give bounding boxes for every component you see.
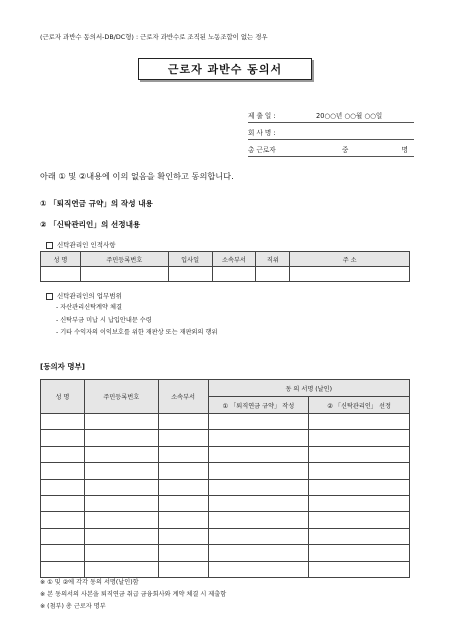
consent-header-row-1	[41, 380, 410, 397]
duty-item: - 자산관리신탁계약 체결	[56, 304, 122, 311]
consenter-rrn-cell[interactable]	[84, 528, 158, 544]
sign-trustee-cell[interactable]	[309, 528, 410, 544]
submit-date-value: 20○○년 ○○월 ○○일	[316, 112, 383, 120]
consenter-row	[41, 446, 410, 462]
consenter-name-cell[interactable]	[41, 495, 85, 511]
consenter-row	[41, 430, 410, 446]
consent-col-sign-trustee: ② 「신탁관리인」 선정	[309, 397, 410, 414]
trustee-rrn-cell[interactable]	[80, 267, 168, 282]
trustee-col-dept: 소속부서	[212, 252, 256, 267]
consenter-row	[41, 495, 410, 511]
item-trustee-selection: ② 「신탁관리인」의 선정내용	[40, 220, 141, 229]
footnotes	[40, 577, 226, 613]
sign-trustee-cell[interactable]	[309, 463, 410, 479]
trustee-col-position: 직위	[256, 252, 290, 267]
trustee-info-table	[40, 251, 410, 282]
sign-pension-rules-cell[interactable]	[208, 561, 309, 577]
consenter-row	[41, 545, 410, 561]
sign-pension-rules-cell[interactable]	[208, 479, 309, 495]
company-name-label: 회 사 명 :	[248, 129, 276, 137]
company-name-row	[248, 125, 414, 140]
total-workers-unit: 명	[401, 146, 408, 154]
document-title: 근로자 과반수 동의서	[138, 58, 312, 80]
sign-pension-rules-cell[interactable]	[208, 495, 309, 511]
footnote-item: ※ 본 동의서의 사본을 퇴직연금 취급 금융회사와 계약 체결 시 제출함	[40, 591, 227, 598]
sign-trustee-cell[interactable]	[309, 512, 410, 528]
total-workers-label: 총 근로자	[248, 146, 276, 154]
trustee-duties-heading	[46, 291, 122, 300]
trustee-header-row	[41, 252, 410, 267]
sign-trustee-cell[interactable]	[309, 479, 410, 495]
consent-col-sign-pension-rules: ① 「퇴직연금 규약」 작성	[208, 397, 309, 414]
duty-item: - 기타 수익자의 이익보호를 위한 재판상 또는 재판외의 행위	[56, 329, 218, 336]
sign-pension-rules-cell[interactable]	[208, 446, 309, 462]
consenter-dept-cell[interactable]	[158, 414, 208, 430]
consenter-name-cell[interactable]	[41, 528, 85, 544]
submit-date-row	[248, 108, 414, 123]
trustee-col-name: 성 명	[41, 252, 81, 267]
trustee-position-cell[interactable]	[256, 267, 290, 282]
footnote-item: ※ ① 및 ②에 각각 동의 서명(날인)함	[40, 579, 139, 586]
consenter-row	[41, 561, 410, 577]
sign-trustee-cell[interactable]	[309, 495, 410, 511]
item-pension-rules: ① 「퇴직연금 규약」의 작성 내용	[40, 199, 153, 208]
consent-col-rrn: 주민등록번호	[84, 380, 158, 414]
form-type-note: (근로자 과반수 동의서-DB/DC형) : 근로자 과반수로 조직된 노동조합이 없는 경우	[40, 33, 268, 41]
total-workers-row	[248, 142, 414, 157]
submission-info	[248, 108, 414, 159]
consenter-name-cell[interactable]	[41, 446, 85, 462]
sign-pension-rules-cell[interactable]	[208, 528, 309, 544]
sign-trustee-cell[interactable]	[309, 545, 410, 561]
consenter-name-cell[interactable]	[41, 545, 85, 561]
trustee-entry-row	[41, 267, 410, 282]
sign-trustee-cell[interactable]	[309, 561, 410, 577]
consent-col-signature-group: 동 의 서명 (날인)	[208, 380, 409, 397]
consenter-dept-cell[interactable]	[158, 561, 208, 577]
consenter-name-cell[interactable]	[41, 430, 85, 446]
consenter-rrn-cell[interactable]	[84, 561, 158, 577]
consenter-table	[40, 379, 410, 578]
sign-pension-rules-cell[interactable]	[208, 463, 309, 479]
checkbox-square-icon	[46, 293, 53, 300]
consent-col-dept: 소속부서	[158, 380, 208, 414]
consenter-name-cell[interactable]	[41, 463, 85, 479]
consenter-row	[41, 463, 410, 479]
submit-date-label: 제 출 일 :	[248, 112, 276, 120]
sign-trustee-cell[interactable]	[309, 414, 410, 430]
trustee-col-address: 주 소	[290, 252, 410, 267]
footnote-item: ※ (첨부) 총 근로자 명부	[40, 603, 106, 610]
trustee-duties-list	[56, 302, 217, 340]
consenter-name-cell[interactable]	[41, 512, 85, 528]
consenter-rrn-cell[interactable]	[84, 446, 158, 462]
trustee-address-cell[interactable]	[290, 267, 410, 282]
total-workers-value: 중	[342, 146, 349, 154]
consenter-dept-cell[interactable]	[158, 479, 208, 495]
consenter-dept-cell[interactable]	[158, 495, 208, 511]
consenter-row	[41, 512, 410, 528]
trustee-col-hire-date: 입사일	[168, 252, 212, 267]
consenter-dept-cell[interactable]	[158, 545, 208, 561]
sign-pension-rules-cell[interactable]	[208, 414, 309, 430]
duty-item: - 신탁부금 미납 시 납입안내문 수령	[56, 316, 152, 324]
consenter-row	[41, 528, 410, 544]
trustee-col-rrn: 주민등록번호	[80, 252, 168, 267]
consenter-dept-cell[interactable]	[158, 463, 208, 479]
consenter-dept-cell[interactable]	[158, 446, 208, 462]
consenter-name-cell[interactable]	[41, 479, 85, 495]
consenter-dept-cell[interactable]	[158, 430, 208, 446]
consenter-dept-cell[interactable]	[158, 528, 208, 544]
consenter-rrn-cell[interactable]	[84, 512, 158, 528]
trustee-hire-date-cell[interactable]	[168, 267, 212, 282]
consenter-dept-cell[interactable]	[158, 512, 208, 528]
consenter-name-cell[interactable]	[41, 561, 85, 577]
consenter-rrn-cell[interactable]	[84, 479, 158, 495]
consenter-rrn-cell[interactable]	[84, 463, 158, 479]
trustee-name-cell[interactable]	[41, 267, 81, 282]
consenter-rrn-cell[interactable]	[84, 495, 158, 511]
trustee-duties-label: 신탁관리인의 업무범위	[57, 292, 122, 300]
consent-statement: 아래 ① 및 ②내용에 이의 없음을 확인하고 동의합니다.	[40, 171, 234, 181]
checkbox-square-icon	[46, 242, 53, 249]
consenter-rrn-cell[interactable]	[84, 414, 158, 430]
sign-pension-rules-cell[interactable]	[208, 430, 309, 446]
consenter-name-cell[interactable]	[41, 414, 85, 430]
trustee-info-heading	[46, 240, 116, 249]
consent-col-name: 성 명	[41, 380, 85, 414]
trustee-info-label: 신탁관리인 인적사항	[57, 241, 116, 249]
consenter-rrn-cell[interactable]	[84, 545, 158, 561]
consenter-row	[41, 479, 410, 495]
consenter-rows	[41, 414, 410, 578]
consenter-rrn-cell[interactable]	[84, 430, 158, 446]
sign-trustee-cell[interactable]	[309, 430, 410, 446]
sign-pension-rules-cell[interactable]	[208, 545, 309, 561]
sign-pension-rules-cell[interactable]	[208, 512, 309, 528]
trustee-dept-cell[interactable]	[212, 267, 256, 282]
consenter-row	[41, 414, 410, 430]
sign-trustee-cell[interactable]	[309, 446, 410, 462]
consenter-list-heading: [동의자 명부]	[40, 362, 86, 371]
